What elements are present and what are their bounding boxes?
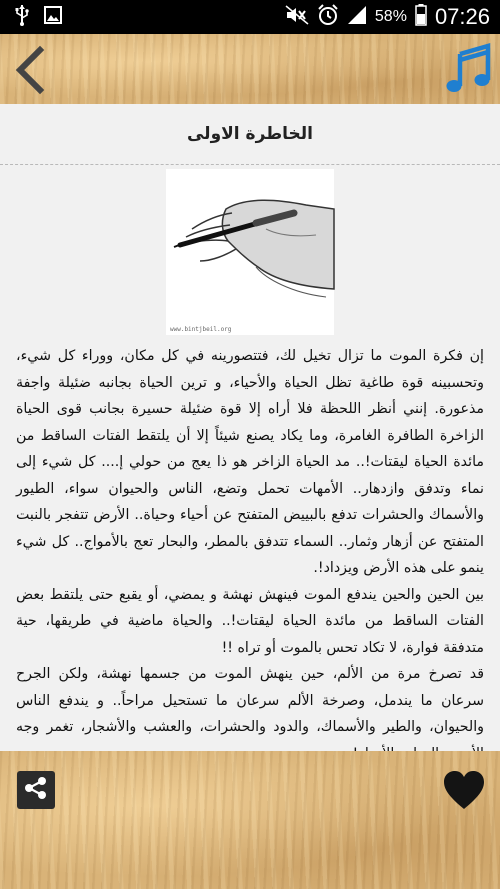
paragraph: إن فكرة الموت ما تزال تخيل لك، فتتصورينه في كل مكان، ووراء كل شيء، وتحسبينه قوة طاغية تظل الحياة والأحياء، و ترين الحياة بجانبه ضئيلة واجفة مذعورة. إنني أنظر اللحظة فلا أراه إلا قوة ضئيلة حسيرة بجانب قوى الحياة الزاخرة الطافرة الغامرة، وما يكاد يصنع شيئاً إلا أن يلتقط الفتات الساقط من مائدة الحياة ليقتات!.. مد الحياة الزاخر هو ذا يعج من حولي إ.... كل شيء إلى نماء وتدفق وازدهار.. الأمهات تحمل وتضع، الناس والحيوان سواء، الطيور والأسماك والحشرات تدفع بالبييض المتفتح عن أحياء وحياة.. الأرض تتفجر بالنبت المتفتح عن أزهار وثمار.. السماء تتدفق بالمطر، والبحار تعج بالأمواج.. كل شيء ينمو على هذه الأرض ويزداد!. xyxy=(16,348,484,576)
article-title: الخاطرة الاولى xyxy=(186,124,314,144)
image-icon xyxy=(44,6,62,28)
battery-icon xyxy=(415,4,427,30)
battery-percent: 58% xyxy=(374,8,407,25)
music-note-icon xyxy=(446,79,492,98)
mute-icon xyxy=(285,5,309,29)
alarm-icon xyxy=(317,4,339,30)
share-icon xyxy=(23,775,49,805)
bottom-bar xyxy=(0,751,500,889)
back-button[interactable] xyxy=(10,44,52,96)
favorite-button[interactable] xyxy=(442,769,486,811)
usb-icon xyxy=(14,4,30,30)
music-button[interactable] xyxy=(446,44,492,94)
paragraph: بين الحين والحين يندفع الموت فينهش نهشة و يمضي، أو يقبع حتى يلتقط بعض الفتات الساقط من مائدة الحياة ليقتات!.. والحياة ماضية في طريقها، حية متدفقة فوارة، لا تكاد تحس بالموت أو تراه !! xyxy=(16,586,484,656)
heart-icon xyxy=(442,796,486,815)
image-caption: www.bintjbeil.org xyxy=(170,326,232,333)
signal-icon xyxy=(347,5,367,29)
clock: 07:26 xyxy=(434,4,490,29)
chevron-left-icon xyxy=(10,81,52,100)
app-bar xyxy=(0,34,500,104)
article-header xyxy=(0,104,500,165)
article-image xyxy=(166,169,334,335)
share-button[interactable] xyxy=(17,771,55,809)
article-content[interactable] xyxy=(0,104,500,751)
article-body xyxy=(0,335,500,767)
status-bar xyxy=(0,0,500,34)
paragraph: قد تصرخ مرة من الألم، حين ينهش الموت من جسمها نهشة، ولكن الجرح سرعان ما يندمل، وصرخة الألم سرعان ما تستحيل مراحاً.. و يندفع الناس والحيوان، والطير والأسماك، والدود والحشرات، والعشب والأشجار، تغمر وجه xyxy=(16,666,484,735)
